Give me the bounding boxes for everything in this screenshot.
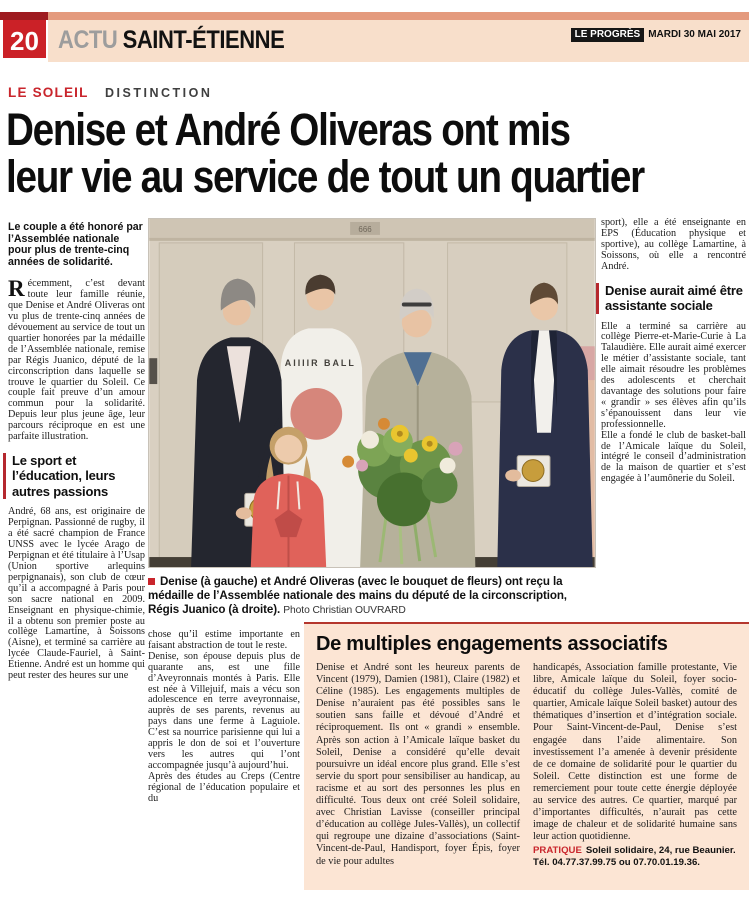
practical-address: Soleil solidaire, 24, rue Beaunier. <box>585 845 736 857</box>
caption-bullet-icon <box>148 578 155 585</box>
drop-cap: R <box>8 276 25 302</box>
edition-label: SAINT-ÉTIENNE <box>122 26 285 54</box>
page-number: 20 <box>3 20 46 58</box>
tshirt-text: AIIIIR BALL <box>284 358 356 369</box>
column-1 <box>8 222 145 682</box>
body-paragraph: Après des études au Creps (Centre régional de l’éducation populaire et du <box>148 770 300 804</box>
glasses-on-head <box>402 303 432 307</box>
masthead <box>571 29 741 40</box>
body-paragraph: Elle a terminé sa carrière au collège Pierre-et-Marie-Curie à La Talaudière. Elle aurait aimé exercer le métier d’assistante sociale, tant elle aimait résoudre les problèmes des adolescents et cherchait davantage des solutions pour faire « grandir » ses élèves afin qu’ils s’épanouissent dans leur vie professionnelle. <box>601 320 746 430</box>
svg-text:666: 666 <box>358 224 372 234</box>
kicker-primary: LE SOLEIL <box>8 85 89 100</box>
door-hinge <box>149 358 157 384</box>
engagements-box <box>304 622 749 890</box>
medal-right <box>522 460 544 482</box>
practical-phone: Tél. 04.77.37.99.75 ou 07.70.01.19.36. <box>533 856 700 868</box>
section-label: ACTU <box>58 26 118 54</box>
headline-line2: leur vie au service de tout un quartier <box>6 151 644 202</box>
column-2 <box>148 630 300 805</box>
header-strip-dark <box>0 12 48 20</box>
subhead-denise-sociale: Denise aurait aimé être assistante sociale <box>596 283 746 314</box>
body-paragraph <box>8 276 145 443</box>
header-strip-salmon <box>48 12 749 20</box>
body-paragraph: sport), elle a été enseignante en EPS (Éducation physique et sportive), au collège Lamartine, à Soissons, où elle a rencontré André. <box>601 217 746 272</box>
kicker <box>8 84 212 102</box>
body-paragraph: Elle a fondé le club de basket-ball de l’Amicale laïque du Soleil, intégré le conseil d’administration de la maison de quartier et s’est engagée à l’aumônerie du Soleil. <box>601 429 746 485</box>
practical-label: PRATIQUE <box>533 845 582 857</box>
box-title: De multiples engagements associatifs <box>316 633 668 655</box>
article-photo-illustration <box>149 219 595 567</box>
headline-line1: Denise et André Oliveras ont mis <box>6 104 570 155</box>
box-column-2 <box>533 662 737 868</box>
photo-caption <box>148 575 596 618</box>
masthead-date: MARDI 30 MAI 2017 <box>648 29 741 40</box>
masthead-badge: LE PROGRÈS <box>571 28 645 42</box>
standfirst: Le couple a été honoré par l’Assemblée nationale pour plus de trente-cinq années de solidarité. <box>8 221 143 268</box>
header-strip <box>0 12 749 20</box>
subhead-sport-education: Le sport et l’éducation, leurs autres passions <box>3 453 145 500</box>
paragraph-text: écemment, c’est devant toute leur famille réunie, que Denise et André Oliveras ont vu plus de trente-cinq années de dévouement au service de tout un quartier honorées par la médaille de l’Assemblée nationale, remise par Régis Juanico, député de la circonscription dans laquelle se trouve le quartier du Soleil. Ce couple fait preuve d’un amour commun pour la solidarité. Depuis leur plus jeune âge, leur parcours réciproque en est une parfaite illustration. <box>8 278 145 443</box>
box-column-2-text: handicapés, Association famille protestante, Vie libre, Amicale laïque du Soleil, foyer socio-éducatif du collège Jules-Vallès, comité de quartier, Amicale laïque Soleil basket) autour des thématiques d’insertion et d’intégration sociale. Pour Saint-Vincent-de-Paul, Denise s’est engagée dans l’aide alimentaire. Son investissement l’a amenée à devenir présidente de ce domaine de solidarité pour le quartier du Soleil. Cette distinction est une forme de remerciement pour toute cette énergie déployée au service des autres. Ce quartier, marqué par d’importantes difficultés, n’aurait pas cette image de chaleur et de solidarité humaine sans leur action quotidienne. <box>533 662 737 843</box>
caption-credit: Photo Christian OUVRARD <box>283 605 406 616</box>
section-title <box>58 26 284 55</box>
kicker-secondary: DISTINCTION <box>105 86 213 100</box>
article-photo <box>148 218 596 568</box>
body-paragraph: Denise, son épouse depuis plus de quarante ans, est une fille d’Aveyronnais montés à Paris. Elle est née à Villejuif, mais a vécu son adolescence en terre aveyronnaise, auprès de ses parents, revenus au pays dans une ferme à Laguiole. C’est sa nourrice parisienne qui lui a appris le don de soi et l’ouverture vers les autres qui l’ont accompagnée jusqu’à aujourd’hui. <box>148 650 300 771</box>
body-paragraph: chose qu’il estime importante en faisant abstraction de tout le reste. <box>148 629 300 651</box>
box-column-1: Denise et André sont les heureux parents de Vincent (1979), Damien (1981), Claire (1982) et Céline (1985). Les engagements multiples de Denise n’auraient pas été possibles sans le soutien sans faille et dévoué d’André et réciproquement. Ils ont « grandi » ensemble. Après son action à l’Amicale laïque basket du Soleil, Denise a considéré qu’elle devait poursuivre un idéal encore plus grand. Elle s’est servie du sport pour sensibiliser au handicap, au racisme et au sort des personnes les plus en difficulté. Tous deux ont créé Soleil solidaire, avec Christian Lavisse (conseiller principal d’éducation au collège Jules-Vallès), un collectif qui regroupe une dizaine d’associations (Saint-Vincent-de-Paul, Handisport, foyer Épis, foyer de vie pour adultes <box>316 662 520 867</box>
caption-text: Denise (à gauche) et André Oliveras (avec le bouquet de fleurs) ont reçu la médaille de l’Assemblée nationale des mains du député de la circonscription, Régis Juanico (à droite). <box>148 575 567 616</box>
column-4 <box>601 218 746 485</box>
headline <box>6 106 748 200</box>
practical-info <box>533 845 737 868</box>
body-paragraph: André, 68 ans, est originaire de Perpignan. Passionné de rugby, il a été sacré champion de France UNSS avec le lycée Arago de Perpignan et été titulaire à l’Usap (Union sportive arlequins perpignanais), son club de cœur qu’il a accompagné à Paris pour son sacre national en 2009. Enseignant en physique-chimie, il a obtenu son premier poste au collège Lamartine, à Soissons (Aisne), et terminé sa carrière au lycée Claude-Fauriel, à Saint-Etienne. André est un homme qui peut rester des heures sur une <box>8 506 145 682</box>
